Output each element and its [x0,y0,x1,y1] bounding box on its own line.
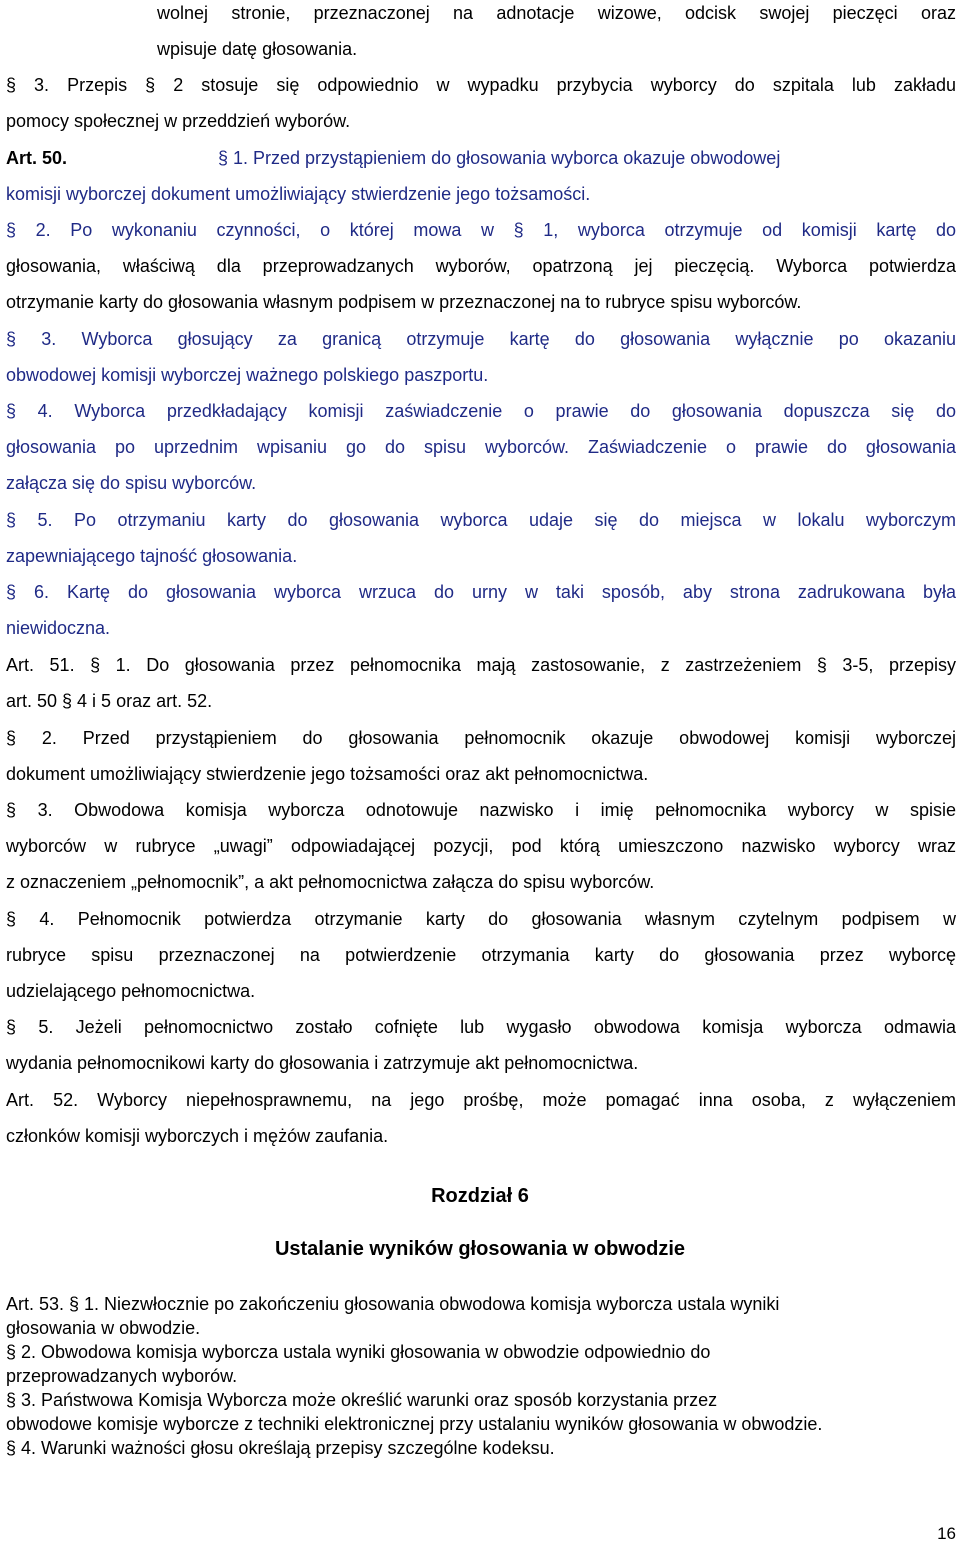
text-line: § 3. Obwodowa komisja wyborcza odnotowuje nazwisko i imię pełnomocnika wyborcy w spisie [6,800,956,820]
text-line: głosowania w obwodzie. [6,1318,201,1338]
text-line: udzielającego pełnomocnictwa. [6,981,256,1001]
chapter-title: Ustalanie wyników głosowania w obwodzie [274,1238,686,1260]
text-line: dokument umożliwiający stwierdzenie jego tożsamości oraz akt pełnomocnictwa. [6,764,649,784]
page-number: 16 [937,1524,956,1543]
text-line: Art. 53. § 1. Niezwłocznie po zakończeniu głosowania obwodowa komisja wyborcza ustala wyniki [6,1294,780,1314]
text-line: § 2. Przed przystąpieniem do głosowania pełnomocnik okazuje obwodowej komisji wyborczej [6,728,956,748]
text-line: § 4. Warunki ważności głosu określają przepisy szczególne kodeksu. [6,1438,555,1458]
text-line: § 3. Państwowa Komisja Wyborcza może określić warunki oraz sposób korzystania przez [6,1390,718,1410]
text-line: z oznaczeniem „pełnomocnik”, a akt pełnomocnictwa załącza do spisu wyborców. [6,872,655,892]
text-line: § 3. Wyborca głosujący za granicą otrzymuje kartę do głosowania wyłącznie po okazaniu [6,329,956,349]
text-line: § 4. Pełnomocnik potwierdza otrzymanie karty do głosowania własnym czytelnym podpisem w [6,909,956,929]
chapter-number: Rozdział 6 [431,1185,529,1207]
text-line: załącza się do spisu wyborców. [6,473,257,493]
text-line: § 2. Po wykonaniu czynności, o której mowa w § 1, wyborca otrzymuje od komisji kartę do [6,220,956,240]
text-line: § 5. Po otrzymaniu karty do głosowania wyborca udaje się do miejsca w lokalu wyborczym [6,510,956,530]
text-line: rubryce spisu przeznaczonej na potwierdzenie otrzymania karty do głosowania przez wyborcę [6,945,956,965]
text-line: wpisuje datę głosowania. [157,39,358,59]
text-line: wyborców w rubryce „uwagi” odpowiadającej pozycji, pod którą umieszczono nazwisko wyborcy wraz [6,836,956,856]
article-label: Art. 50. [6,148,68,168]
text-line: pomocy społecznej w przeddzień wyborów. [6,111,351,131]
text-line: § 5. Jeżeli pełnomocnictwo zostało cofnięte lub wygasło obwodowa komisja wyborcza odmawia [6,1017,956,1037]
text-line: § 1. Przed przystąpieniem do głosowania wyborca okazuje obwodowej [218,148,781,168]
text-line: obwodowe komisje wyborcze z techniki elektronicznej przy ustalaniu wyników głosowania w obwodzie. [6,1414,823,1434]
text-line: przeprowadzanych wyborów. [6,1366,238,1386]
text-line: Art. 52. Wyborcy niepełnosprawnemu, na jego prośbę, może pomagać inna osoba, z wyłączeniem [6,1090,956,1110]
text-line: § 6. Kartę do głosowania wyborca wrzuca do urny w taki sposób, aby strona zadrukowana była [6,582,956,602]
text-line: Art. 51. § 1. Do głosowania przez pełnomocnika mają zastosowanie, z zastrzeżeniem § 3-5, przepisy [6,655,956,675]
text-line: wydania pełnomocnikowi karty do głosowania i zatrzymuje akt pełnomocnictwa. [6,1053,639,1073]
text-line: członków komisji wyborczych i mężów zaufania. [6,1126,389,1146]
text-line: § 2. Obwodowa komisja wyborcza ustala wyniki głosowania w obwodzie odpowiednio do [6,1342,711,1362]
text-line: § 4. Wyborca przedkładający komisji zaświadczenie o prawie do głosowania dopuszcza się do [6,401,956,421]
text-line: wolnej stronie, przeznaczonej na adnotacje wizowe, odcisk swojej pieczęci oraz [157,3,956,23]
text-line: art. 50 § 4 i 5 oraz art. 52. [6,691,213,711]
text-line: niewidoczna. [6,618,111,638]
text-line: komisji wyborczej dokument umożliwiający stwierdzenie jego tożsamości. [6,184,591,204]
text-line: obwodowej komisji wyborczej ważnego polskiego paszportu. [6,365,489,385]
text-line: głosowania po uprzednim wpisaniu go do spisu wyborców. Zaświadczenie o prawie do głosowania [6,437,956,457]
text-line: otrzymanie karty do głosowania własnym podpisem w przeznaczonej na to rubryce spisu wyborców. [6,292,802,312]
text-line: zapewniającego tajność głosowania. [6,546,298,566]
text-line: głosowania, właściwą dla przeprowadzanych wyborów, opatrzoną jej pieczęcią. Wyborca potwierdza [6,256,956,276]
text-line: § 3. Przepis § 2 stosuje się odpowiednio w wypadku przybycia wyborcy do szpitala lub zakładu [6,75,956,95]
